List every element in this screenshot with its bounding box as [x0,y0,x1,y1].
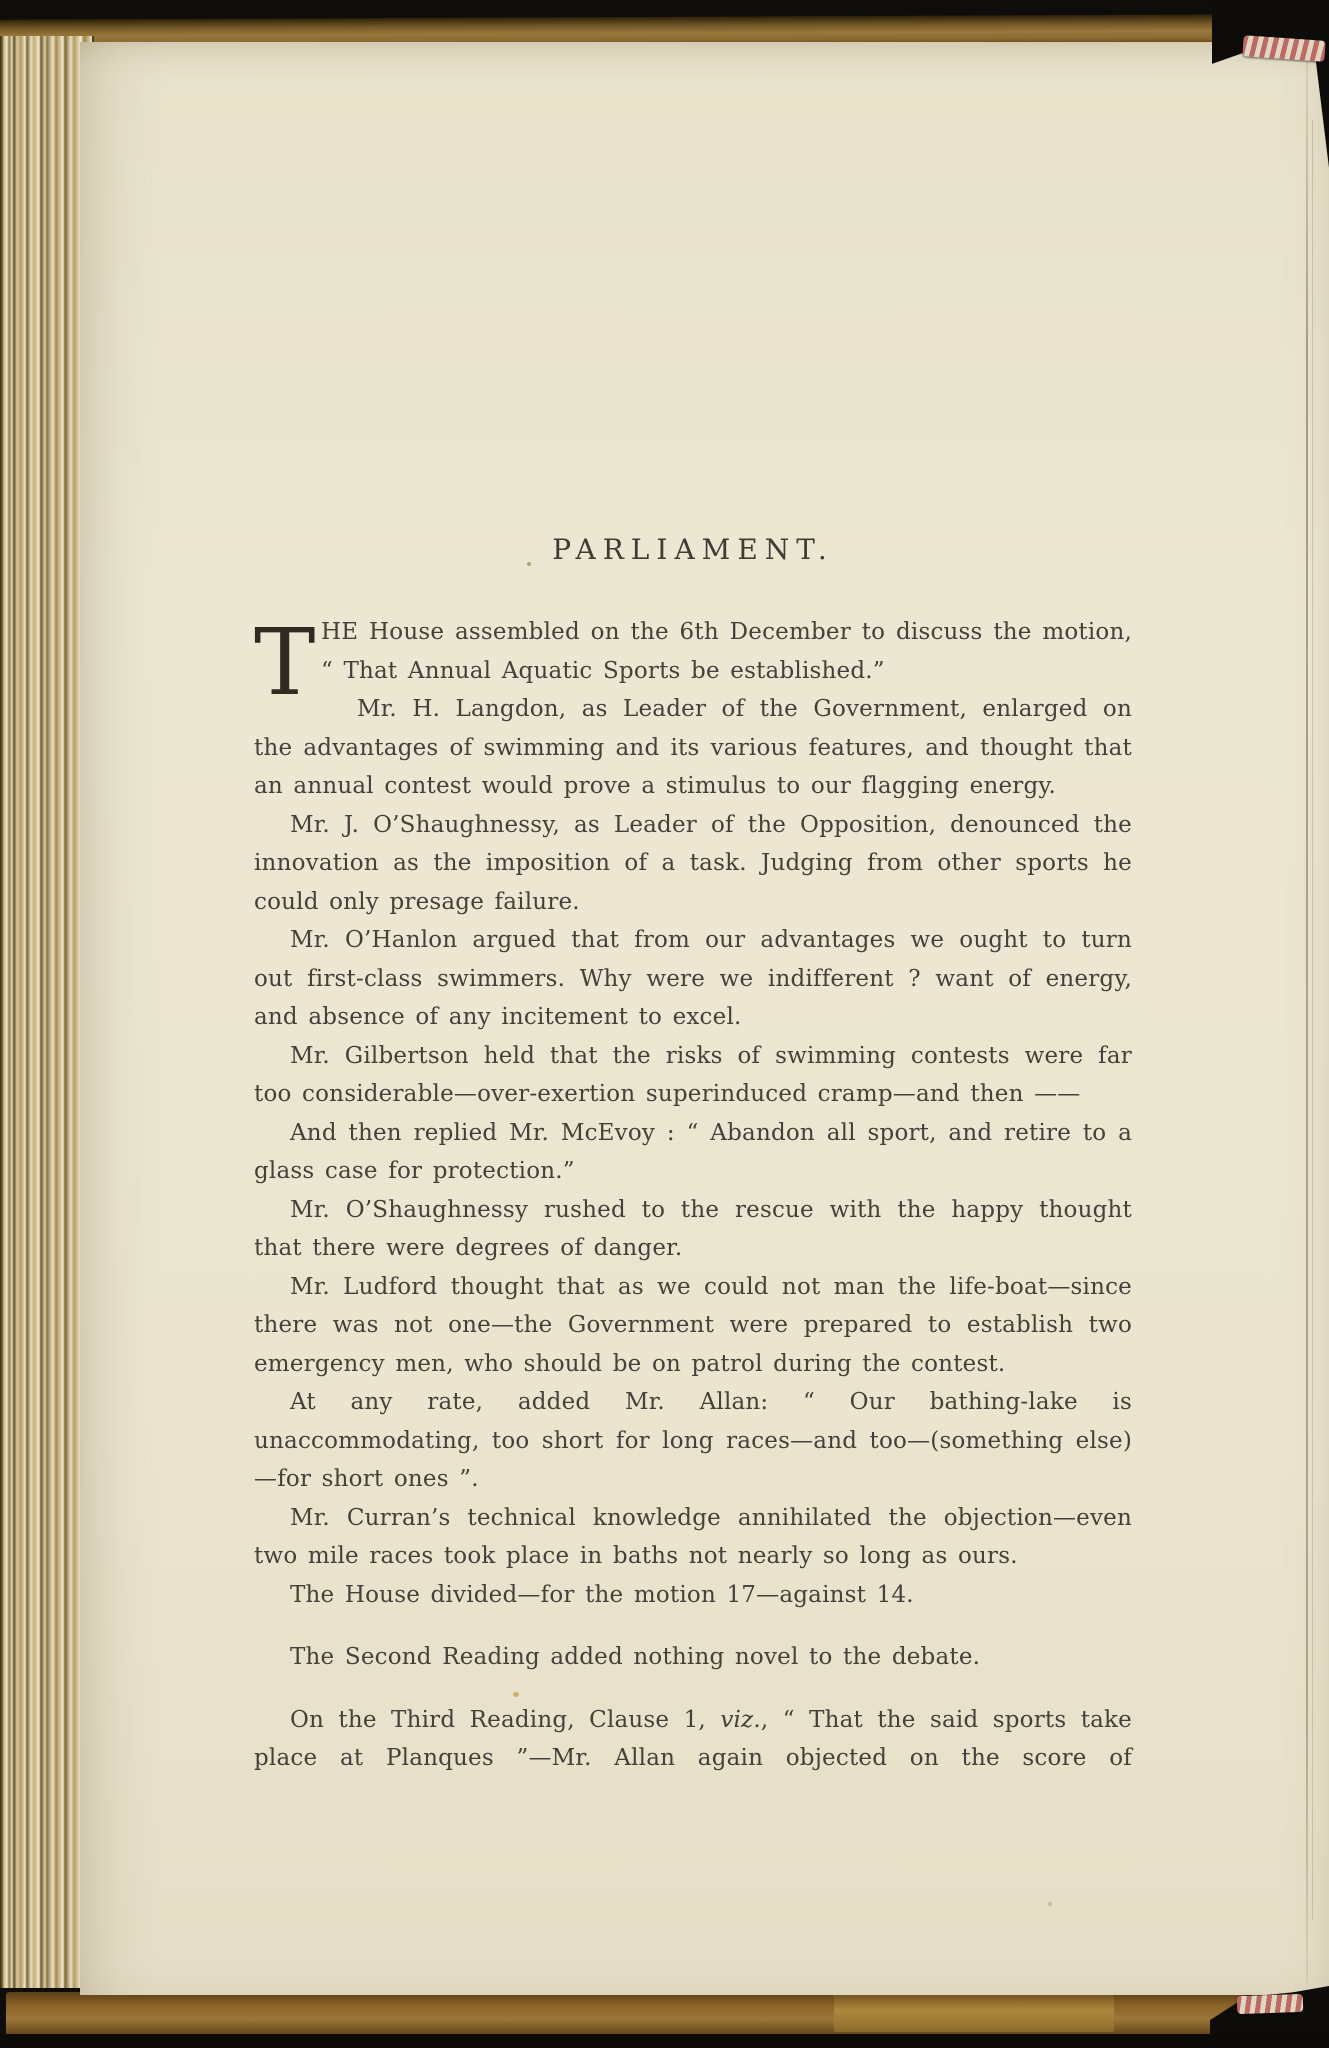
book-page [80,42,1329,1995]
dropcap-letter: T [254,609,316,716]
viz-italic: viz. [720,1706,761,1733]
paragraph-last [254,1701,1132,1778]
paragraph: At any rate, added Mr. Allan: “ Our bathing-lake is unaccommodating, too short for long races—and too—(something else) —for short ones ”. [254,1389,1132,1492]
paragraph-opening [254,609,1132,716]
paragraph: Mr. O’Shaughnessy rushed to the rescue with the happy thought that there were degrees of danger. [254,1196,1132,1261]
paragraph: Mr. Gilbertson held that the risks of swimming contests were far too considerable—over-exertion superinduced cramp—and then —— [254,1042,1132,1107]
page-speck [1048,1902,1052,1906]
page-gutter-crease-faint [1312,120,1313,1920]
paragraph: The House divided—for the motion 17—against 14. [290,1581,914,1608]
leather-gilt-patch [834,1992,1114,2032]
spine-headband-bottom [1237,1994,1304,2014]
page-gutter-crease [1306,58,1308,1983]
paragraph: Mr. J. O’Shaughnessy, as Leader of the Opposition, denounced the innovation as the imposition of a task. Judging from other sports he could only presage failure. [254,811,1132,915]
paragraph: Mr. H. Langdon, as Leader of the Government, enlarged on the advantages of swimming and its various features, and thought that an annual contest would prove a stimulus to our flagging energy. [254,696,1132,799]
paragraph-text: , “ That the said sports take place at Planques ”—Mr. Allan again objected on the score of [254,1706,1132,1771]
paragraph-text: On the Third Reading, Clause 1, [290,1706,721,1733]
paragraph-text: HE House assembled on the 6th December to discuss the motion, “ That Annual Aquatic Sports be established.” [321,619,1132,684]
backdrop-bottom-strip [0,2034,1329,2048]
page-speck [527,562,531,566]
page-speck [513,1692,519,1697]
page-title: PARLIAMENT. [552,533,834,566]
paragraph: Mr. Curran’s technical knowledge annihilated the objection—even two mile races took place in baths not nearly so long as ours. [254,1504,1132,1569]
printed-text-block [254,42,1132,1778]
paragraph: The Second Reading added nothing novel to the debate. [290,1644,981,1670]
paragraph: Mr. Ludford thought that as we could not man the life-boat—since there was not one—the Government were prepared to establish two emergency men, who should be on patrol during the contest. [254,1273,1132,1377]
paragraph: Mr. O’Hanlon argued that from our advantages we ought to turn out first-class swimmers. Why were we indifferent ? want of energy, and absence of any incitement to excel. [254,927,1132,1030]
paragraph: And then replied Mr. McEvoy : “ Abandon all sport, and retire to a glass case for protection.” [254,1119,1132,1184]
